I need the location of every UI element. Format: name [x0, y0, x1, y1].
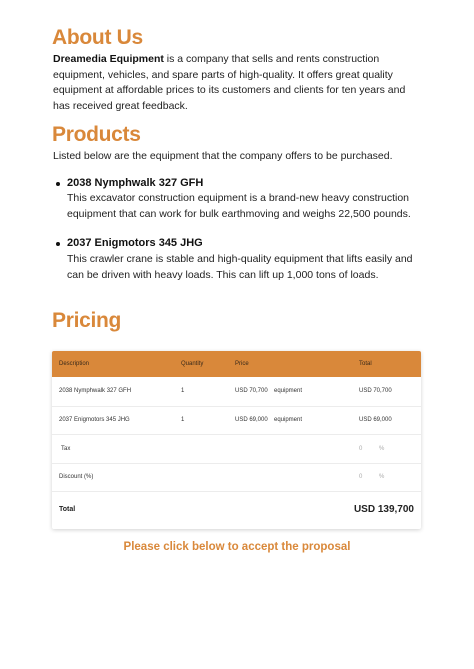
- row-divider: [52, 463, 421, 464]
- product-description: This excavator construction equipment is a brand-new heavy construction equipment that can work for bulk earthmoving and weighs 22,500 pounds.: [67, 192, 411, 220]
- row-divider: [52, 434, 421, 435]
- tax-unit: %: [379, 446, 385, 452]
- column-header-price: Price: [235, 361, 249, 367]
- row-description: 2037 Enigmotors 345 JHG: [59, 417, 130, 423]
- about-text: is a company that sells and rents construction equipment, vehicles, and spare parts of high-quality. It offers great quality equipment at affordable prices to its customers and clients for ten years and has received great feedback.: [53, 53, 406, 112]
- bullet-icon: [56, 182, 60, 186]
- products-heading: Products: [52, 123, 141, 146]
- row-price: USD 69,000: [235, 417, 268, 423]
- product-description: This crawler crane is stable and high-quality equipment that lifts easily and can be driven with heavy loads. This can lift up 1,000 tons of loads.: [67, 253, 413, 281]
- row-total: USD 70,700: [359, 388, 392, 394]
- about-heading: About Us: [52, 26, 143, 49]
- pricing-table: [52, 351, 421, 529]
- total-label: Total: [59, 506, 76, 513]
- tax-value[interactable]: 0: [359, 446, 363, 452]
- row-divider: [52, 491, 421, 492]
- product-title: 2038 Nymphwalk 327 GFH: [67, 177, 204, 189]
- row-unit: equipment: [274, 417, 303, 423]
- company-name: Dreamedia Equipment: [53, 53, 164, 65]
- discount-unit: %: [379, 474, 385, 480]
- row-total: USD 69,000: [359, 417, 392, 423]
- bullet-icon: [56, 242, 60, 246]
- row-quantity: 1: [181, 388, 185, 394]
- row-divider: [52, 406, 421, 407]
- discount-value[interactable]: 0: [359, 474, 363, 480]
- row-description: 2038 Nymphwalk 327 GFH: [59, 388, 132, 394]
- tax-label: Tax: [61, 446, 71, 452]
- accept-proposal-link[interactable]: Please click below to accept the proposal: [123, 541, 351, 553]
- column-header-total: Total: [359, 361, 372, 367]
- row-unit: equipment: [274, 388, 303, 394]
- row-price: USD 70,700: [235, 388, 268, 394]
- products-intro: Listed below are the equipment that the company offers to be purchased.: [53, 150, 393, 162]
- discount-label: Discount (%): [59, 474, 94, 480]
- product-title: 2037 Enigmotors 345 JHG: [67, 237, 203, 249]
- total-value: USD 139,700: [353, 504, 414, 515]
- about-paragraph: [53, 52, 425, 114]
- column-header-quantity: Quantity: [181, 361, 204, 367]
- table-header: [52, 351, 421, 377]
- row-quantity: 1: [181, 417, 185, 423]
- column-header-description: Description: [59, 361, 90, 367]
- pricing-heading: Pricing: [52, 309, 122, 332]
